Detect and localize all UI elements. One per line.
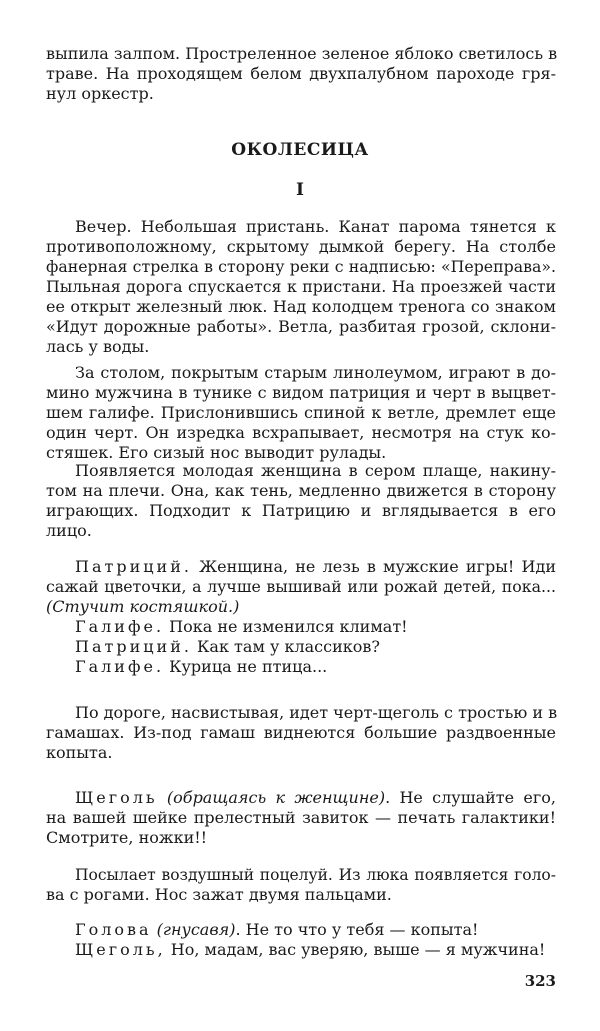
text-line: сажай цветочки, а лучше вышивай или рожай детей, пока... <box>46 577 556 596</box>
speaker-name: Голова <box>75 920 152 939</box>
text-line: нул оркестр. <box>46 84 154 103</box>
stage-direction: (обращаясь к женщине) <box>166 788 386 807</box>
stage-direction: (гнусавя) <box>156 920 236 939</box>
text-line: Посылает воздушный поцелуй. Из люка появляется голо- <box>75 866 556 884</box>
text-line: фанерная стрелка в сторону реки с надписью: «Переправа». <box>46 257 556 276</box>
speech: Пока не изменился климат! <box>164 617 408 636</box>
speech: . Не слушайте его, <box>385 788 556 807</box>
text-line: лицо. <box>46 521 92 540</box>
dialogue-line <box>75 657 556 677</box>
text-line: траве. На проходящем белом двухпалубном пароходе гря- <box>46 64 556 83</box>
speech: . Не то что у тебя — копыта! <box>235 920 479 939</box>
stage-direction <box>46 597 556 617</box>
text-line: стяшек. Его сизый нос выводит рулады. <box>46 443 387 462</box>
text-line: Пыльная дорога спускается к пристани. На проезжей части <box>46 277 556 296</box>
text-line: том на плечи. Она, как тень, медленно движется в сторону <box>46 481 556 500</box>
text-line: ее открыт железный люк. Над колодцем тренога со знаком <box>46 297 556 316</box>
text-line: Вечер. Небольшая пристань. Канат парома тянется к <box>75 217 556 236</box>
text-line: «Идут дорожные работы». Ветла, разбитая грозой, склони- <box>46 317 556 336</box>
speaker-name: Галифе. <box>75 657 165 676</box>
text-line: противоположному, скрытому дымкой берегу. На столбе <box>46 237 556 256</box>
dialogue-line <box>75 637 556 657</box>
text-line: лась у воды. <box>46 337 150 356</box>
text-line: гамашах. Из-под гамаш виднеются большие раздвоенные <box>46 723 556 742</box>
text-line: выпила залпом. Простреленное зеленое яблоко светилось в <box>46 44 558 63</box>
text-line: Смотрите, ножки!! <box>46 828 208 847</box>
speaker-name: Щеголь, <box>75 940 166 959</box>
speaker-name: Щеголь <box>75 788 158 807</box>
dialogue-line <box>75 788 556 808</box>
speaker-name: Патриций. <box>75 637 192 656</box>
text-line: на вашей шейке прелестный завиток — печать галактики! <box>46 808 556 827</box>
section-numeral: I <box>296 180 304 200</box>
text-line: По дороге, насвистывая, идет черт-щеголь с тростью и в <box>75 703 558 722</box>
page-number: 323 <box>524 972 556 990</box>
text-line: Появляется молодая женщина в сером плаще, накину- <box>75 461 556 480</box>
dialogue-line <box>75 617 556 637</box>
chapter-title: ОКОЛЕСИЦА <box>231 140 369 160</box>
speaker-name: Галифе. <box>75 617 165 636</box>
text-line: копыта. <box>46 743 113 762</box>
speech: Но, мадам, вас уверяю, выше — я мужчина! <box>165 940 546 959</box>
stage-direction-text: (Стучит костяшкой.) <box>46 597 240 616</box>
text-line: один черт. Он изредка всхрапывает, несмотря на стук ко- <box>46 423 556 442</box>
dialogue-line <box>75 940 556 960</box>
text-line: ва с рогами. Нос зажат двумя пальцами. <box>46 885 392 904</box>
dialogue-line <box>75 557 556 577</box>
speaker-name: Патриций. <box>75 557 192 576</box>
speech: Как там у классиков? <box>191 637 380 656</box>
speech: Курица не птица... <box>164 657 328 676</box>
dialogue-line <box>75 920 556 940</box>
text-line: играющих. Подходит к Патрицию и вглядывается в его <box>46 501 556 520</box>
text-line: шем галифе. Прислонившись спиной к ветле, дремлет еще <box>46 403 556 422</box>
text-line: мино мужчина в тунике с видом патриция и черт в выцвет- <box>46 383 556 402</box>
speech: Женщина, не лезь в мужские игры! Иди <box>191 557 556 576</box>
text-line: За столом, покрытым старым линолеумом, играют в до- <box>75 363 556 382</box>
